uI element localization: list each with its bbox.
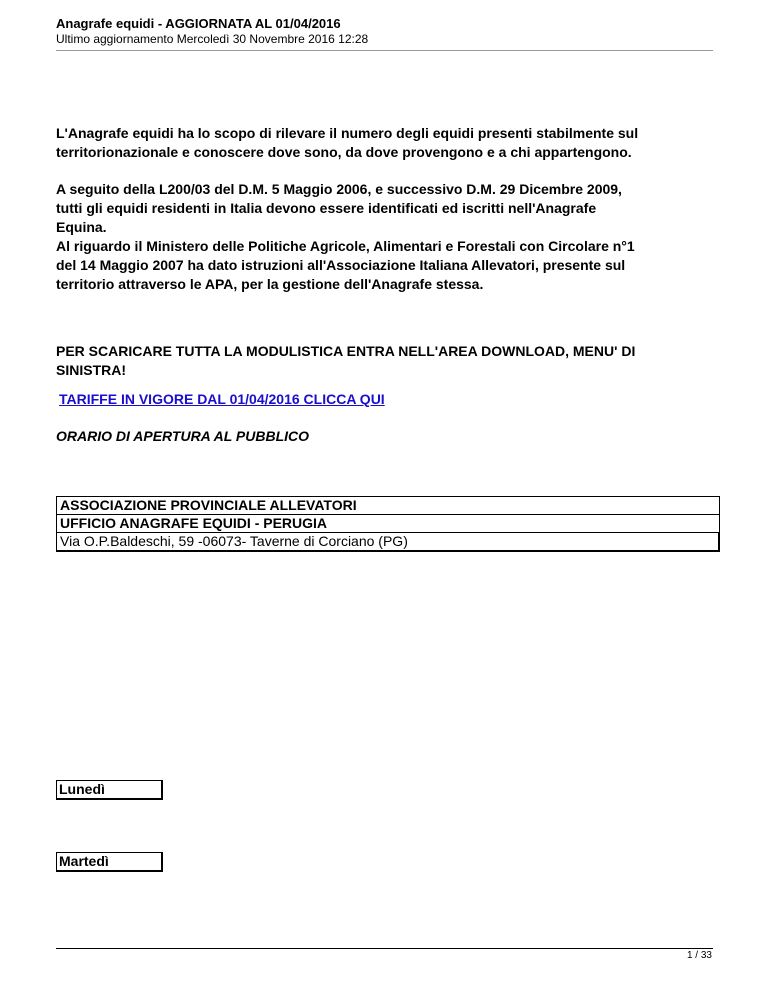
- table-row: [57, 515, 720, 533]
- tariff-link[interactable]: TARIFFE IN VIGORE DAL 01/04/2016 CLICCA QUI: [59, 391, 385, 407]
- legal-line: Al riguardo il Ministero delle Politiche Agricole, Alimentari e Forestali con Circolare n°1: [56, 238, 635, 254]
- footer-divider: [56, 948, 713, 949]
- download-notice: [56, 342, 716, 380]
- article-body: [56, 124, 716, 444]
- day-cell-tuesday: Martedì: [56, 852, 163, 872]
- last-updated-text: Ultimo aggiornamento Mercoledì 30 Novembre 2016 12:28: [56, 32, 369, 46]
- legal-line: tutti gli equidi residenti in Italia devono essere identificati ed iscritti nell'Anagrafe: [56, 200, 597, 216]
- download-line: SINISTRA!: [56, 362, 126, 378]
- intro-line: L'Anagrafe equidi ha lo scopo di rilevare il numero degli equidi presenti stabilmente sul: [56, 125, 639, 141]
- download-line: PER SCARICARE TUTTA LA MODULISTICA ENTRA NELL'AREA DOWNLOAD, MENU' DI: [56, 343, 636, 359]
- legal-paragraph: [56, 180, 716, 294]
- table-row: [57, 497, 720, 515]
- office-association-name: ASSOCIAZIONE PROVINCIALE ALLEVATORI: [57, 497, 720, 515]
- office-department-name: UFFICIO ANAGRAFE EQUIDI - PERUGIA: [57, 515, 720, 533]
- intro-paragraph: [56, 124, 716, 162]
- office-address: Via O.P.Baldeschi, 59 -06073- Taverne di Corciano (PG): [57, 533, 720, 552]
- legal-line: territorio attraverso le APA, per la gestione dell'Anagrafe stessa.: [56, 276, 484, 292]
- table-row: [57, 533, 720, 552]
- page-number: 1 / 33: [686, 950, 712, 961]
- page-header: [56, 16, 713, 47]
- document-title: Anagrafe equidi - AGGIORNATA AL 01/04/2016: [56, 16, 341, 31]
- legal-line: del 14 Maggio 2007 ha dato istruzioni all'Associazione Italiana Allevatori, presente sul: [56, 257, 626, 273]
- header-divider: [56, 50, 713, 51]
- office-info-table: [56, 496, 720, 552]
- opening-hours-heading: ORARIO DI APERTURA AL PUBBLICO: [56, 428, 310, 444]
- legal-line: Equina.: [56, 219, 107, 235]
- day-cell-monday: Lunedì: [56, 780, 163, 800]
- legal-line: A seguito della L200/03 del D.M. 5 Maggio 2006, e successivo D.M. 29 Dicembre 2009,: [56, 181, 622, 197]
- intro-line: territorionazionale e conoscere dove sono, da dove provengono e a chi appartengono.: [56, 144, 632, 160]
